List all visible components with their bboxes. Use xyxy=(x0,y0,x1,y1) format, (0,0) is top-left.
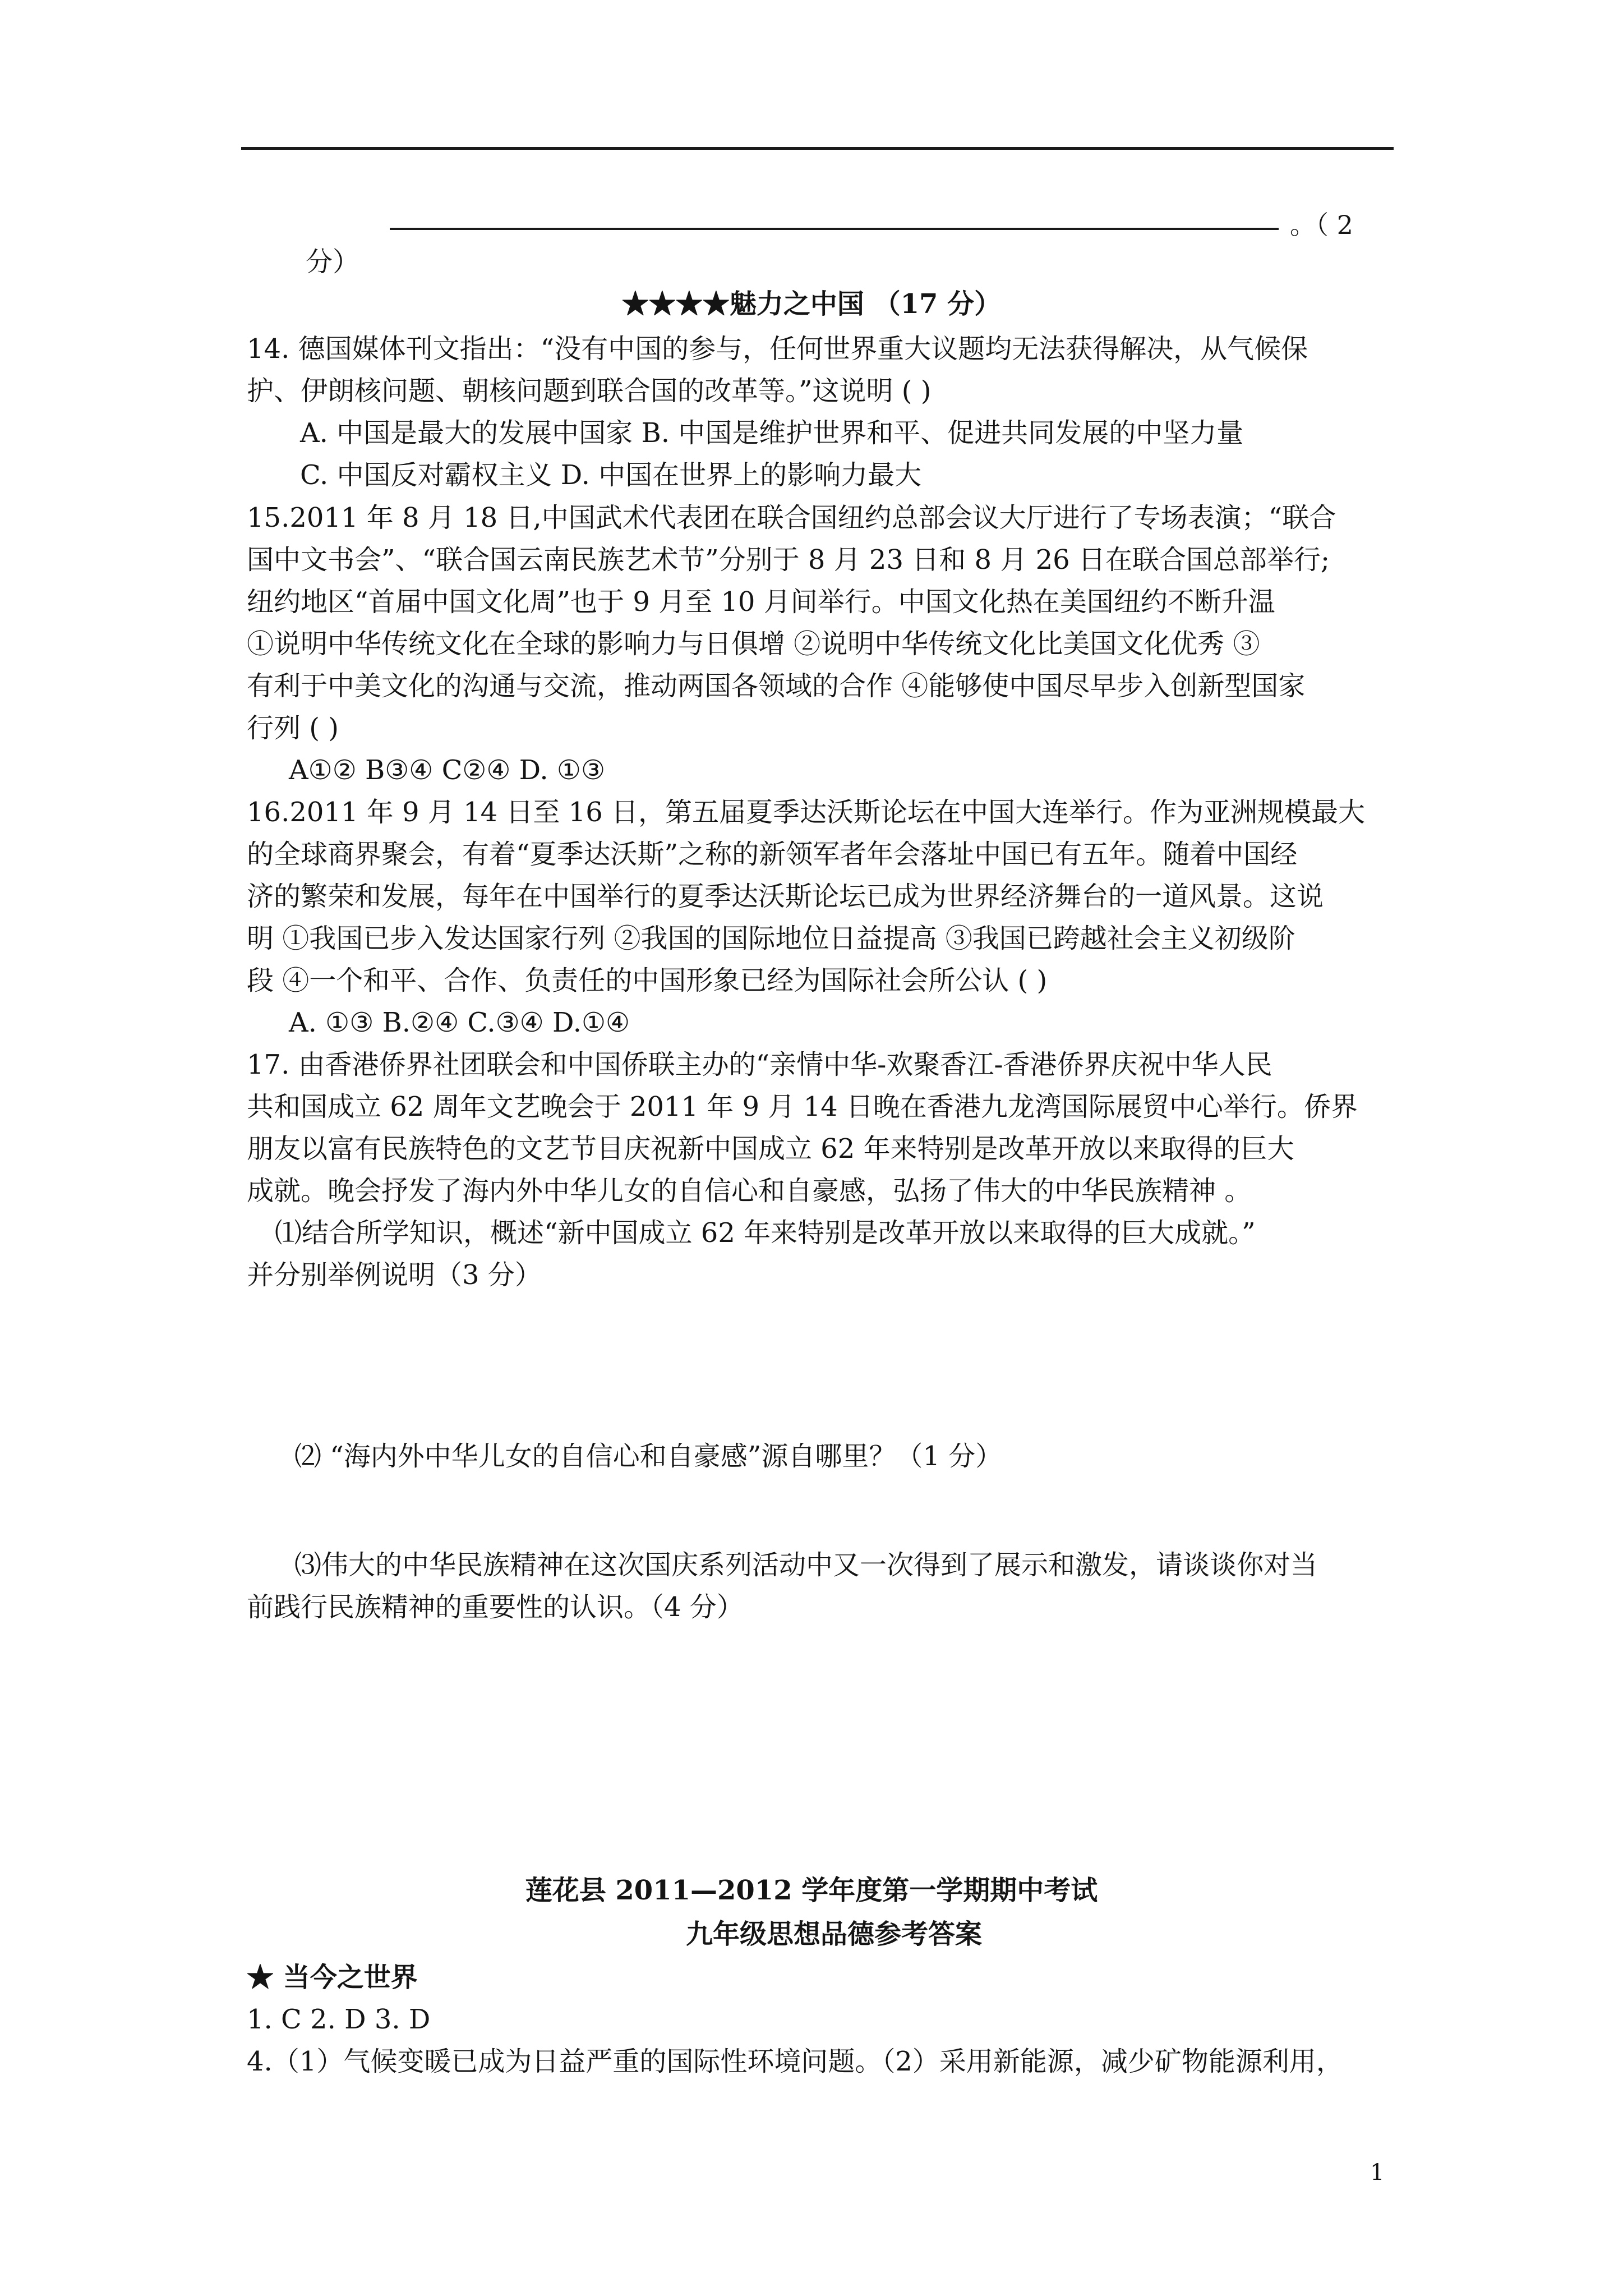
question-14-options-1: A. 中国是最大的发展中国家 B. 中国是维护世界和平、促进共同发展的中坚力量 xyxy=(300,417,1244,449)
question-17-sub1-line-1: ⑴结合所学知识，概述“新中国成立 62 年来特别是改革开放以来取得的巨大成就。” xyxy=(275,1217,1256,1249)
answer-blank-line xyxy=(390,228,1279,230)
question-17-sub3-line-2: 前践行民族精神的重要性的认识。（4 分） xyxy=(247,1591,744,1623)
answer-key-title-2: 九年级思想品德参考答案 xyxy=(685,1918,982,1950)
question-17-line-1: 17. 由香港侨界社团联会和中国侨联主办的“亲情中华-欢聚香江-香港侨界庆祝中华人民 xyxy=(247,1049,1272,1080)
question-16-line-4: 明 ①我国已步入发达国家行列 ②我国的国际地位日益提高 ③我国已跨越社会主义初级阶 xyxy=(247,923,1295,954)
question-16-line-2: 的全球商界聚会，有着“夏季达沃斯”之称的新领军者年会落址中国已有五年。随着中国经 xyxy=(247,839,1298,870)
question-16-line-3: 济的繁荣和发展，每年在中国举行的夏季达沃斯论坛已成为世界经济舞台的一道风景。这说 xyxy=(247,881,1324,912)
question-17-line-3: 朋友以富有民族特色的文艺节目庆祝新中国成立 62 年来特别是改革开放以来取得的巨大 xyxy=(247,1133,1294,1165)
question-16-line-5: 段 ④一个和平、合作、负责任的中国形象已经为国际社会所公认 ( ) xyxy=(247,965,1048,996)
question-16-options: A. ①③ B.②④ C.③④ D.①④ xyxy=(289,1007,630,1038)
section-title-china: ★★★★魅力之中国 （17 分） xyxy=(621,288,1002,320)
question-15-line-2: 国中文书会”、“联合国云南民族艺术节”分别于 8 月 23 日和 8 月 26 日在联合国总部举行; xyxy=(247,544,1330,576)
answer-blank-row xyxy=(390,205,1399,238)
answer-1-3: 1. C 2. D 3. D xyxy=(247,2004,431,2035)
answer-key-title-1: 莲花县 2011—2012 学年度第一学期期中考试 xyxy=(525,1875,1098,1906)
question-17-line-2: 共和国成立 62 周年文艺晚会于 2011 年 9 月 14 日晚在香港九龙湾国际展贸中心举行。侨界 xyxy=(247,1091,1358,1122)
page-number: 1 xyxy=(1370,2160,1385,2185)
question-17-sub1-line-2: 并分别举例说明（3 分） xyxy=(247,1259,542,1291)
question-15-line-3: 纽约地区“首届中国文化周”也于 9 月至 10 月间举行。中国文化热在美国纽约不断升温 xyxy=(247,586,1275,618)
question-15-line-1: 15.2011 年 8 月 18 日,中国武术代表团在联合国纽约总部会议大厅进行了专场表演；“联合 xyxy=(247,502,1336,533)
question-15-line-5: 有利于中美文化的沟通与交流，推动两国各领域的合作 ④能够使中国尽早步入创新型国家 xyxy=(247,670,1306,702)
question-17-sub3-line-1: ⑶伟大的中华民族精神在这次国庆系列活动中又一次得到了展示和激发，请谈谈你对当 xyxy=(294,1549,1318,1581)
question-17-line-4: 成就。晚会抒发了海内外中华儿女的自信心和自豪感，弘扬了伟大的中华民族精神 。 xyxy=(247,1175,1252,1207)
question-15-line-6: 行列 ( ) xyxy=(247,712,339,744)
blank-score-text: 。（ 2 xyxy=(1290,210,1353,240)
answer-4: 4.（1）气候变暖已成为日益严重的国际性环境问题。（2）采用新能源，减少矿物能源利用， xyxy=(247,2046,1343,2077)
answer-section-world: ★ 当今之世界 xyxy=(247,1962,418,1993)
score-unit-text: 分） xyxy=(306,246,360,278)
question-15-line-4: ①说明中华传统文化在全球的影响力与日俱增 ②说明中华传统文化比美国文化优秀 ③ xyxy=(247,628,1260,660)
question-17-sub2: ⑵ “海内外中华儿女的自信心和自豪感”源自哪里？（1 分） xyxy=(294,1441,1003,1472)
header-rule xyxy=(241,147,1394,150)
question-16-line-1: 16.2011 年 9 月 14 日至 16 日，第五届夏季达沃斯论坛在中国大连举行。作为亚洲规模最大 xyxy=(247,797,1365,828)
question-14-line-1: 14. 德国媒体刊文指出：“没有中国的参与，任何世界重大议题均无法获得解决，从气候保 xyxy=(247,333,1308,365)
question-14-line-2: 护、伊朗核问题、朝核问题到联合国的改革等。”这说明 ( ) xyxy=(247,375,932,407)
question-14-options-2: C. 中国反对霸权主义 D. 中国在世界上的影响力最大 xyxy=(300,459,922,491)
question-15-options: A①② B③④ C②④ D. ①③ xyxy=(289,754,605,786)
